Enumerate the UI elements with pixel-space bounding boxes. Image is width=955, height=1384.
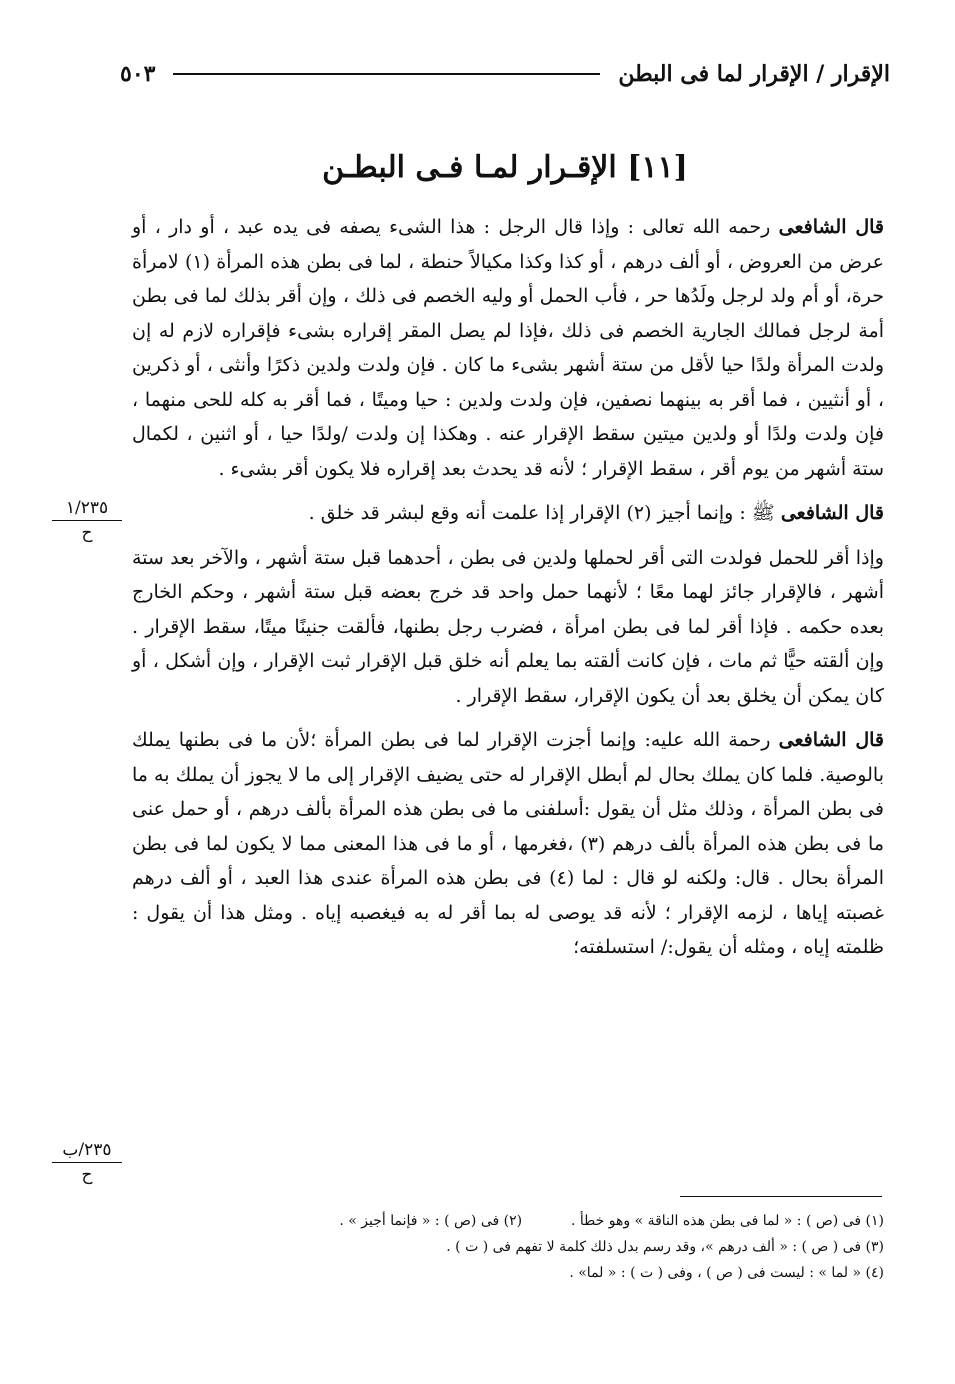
margin-note-folio-1 — [52, 498, 122, 543]
footnote-2: (٢) فى (ص ) : « فإنما أجيز » . — [339, 1213, 523, 1229]
speaker-label: قال الشافعى — [778, 216, 885, 238]
paragraph-3 — [132, 541, 884, 714]
margin-note-siglum: ح — [81, 1165, 93, 1185]
paragraph-4 — [132, 723, 884, 965]
footnote-line-2 — [132, 1234, 884, 1260]
footnote-line-1 — [132, 1208, 884, 1234]
paragraph-1 — [132, 210, 884, 486]
footnote-3: (٣) فى ( ص ) : « ألف درهم »، وقد رسم بدل ذلك كلمة لا تفهم فى ( ت ) . — [446, 1239, 884, 1255]
footnote-1: (١) فى (ص ) : « لما فى بطن هذه الناقة » وهو خطأ . — [571, 1213, 884, 1229]
footnote-4: (٤) « لما » : ليست فى ( ص ) ، وفى ( ت ) : « لما» . — [569, 1265, 884, 1281]
chapter-title: [١١] الإقـرار لمـا فـى البطـن — [322, 150, 688, 185]
header-rule — [173, 73, 600, 75]
footnote-rule — [680, 1196, 882, 1197]
body-text — [132, 210, 884, 965]
paragraph-2 — [132, 496, 884, 531]
margin-note-folio: ١/٢٣٥ — [52, 498, 122, 521]
margin-note-folio-2 — [52, 1140, 122, 1185]
speaker-label: قال الشافعى — [780, 502, 884, 524]
paragraph-text: ﷺ : وإنما أجيز (٢) الإقرار إذا علمت أنه وقع لبشر قد خلق . — [308, 502, 775, 524]
running-title: الإقرار / الإقرار لما فى البطن — [618, 61, 890, 87]
paragraph-text: رحمة الله عليه: وإنما أجزت الإقرار لما فى بطن المرأة ؛لأن ما فى بطنها يملك بالوصية. فلما كان يملك بحال لم أبطل الإقرار له حتى يضيف الإقرار إلى ما لا يجوز أن يملك به ما فى بطن المرأة ، وذلك مثل أن يقول :أسلفنى ما فى بطن هذه المرأة بألف درهم ، أو حمل عنى ما فى بطن هذه المرأة بألف درهم (٣) ،فغرمها ، أو ما فى هذا المعنى مما لا يكون لما فى بطن المرأة بحال . قال: ولكنه لو قال : لما (٤) فى بطن هذه المرأة عندى هذا العبد ، أو ألف درهم غصبته إياها ، لزمه الإقرار ؛ لأنه قد يوصى له بما أقر له به فيغصبه إياه . ومثل هذا أن يقول : ظلمته إياه ، ومثله أن يقول:/ استسلفته؛ — [132, 729, 885, 958]
paragraph-text: رحمه الله تعالى : وإذا قال الرجل : هذا الشىء يصفه فى يده عبد ، أو دار ، أو عرض من العروض ، أو ألف درهم ، أو كذا وكذا مكيالاً حنطة ، لما فى بطن هذه المرأة (١) لامرأة حرة، أو أم ولد لرجل ولَدُها حر ، فأب الحمل أو وليه الخصم فى ذلك ، وإن أقر بذلك لما فى بطن أمة لرجل فمالك الجارية الخصم فى ذلك ،فإذا لم يصل المقر إقراره بشىء فإقراره لازم له إن ولدت المرأة ولدًا حيا لأقل من ستة أشهر بشىء ما كان . فإن ولدت ولدين ذكرًا وأنثى ، أو ذكرين ، أو أنثيين ، فما أقر به بينهما نصفين، فإن ولدت ولدين : حيا وميتًا ، فما أقر به كله للحى منهما ، فإن ولدت ولدًا أو ولدين ميتين سقط الإقرار عنه . وهكذا إن ولدت /ولدًا حيا ، أو اثنين ، لكمال ستة أشهر من يوم أقر ، سقط الإقرار ؛ لأنه قد يحدث بعد إقراره فلا يكون أقر بشىء . — [132, 216, 885, 480]
footnote-line-3 — [132, 1260, 884, 1286]
margin-note-siglum: ح — [81, 523, 93, 543]
page-number: ٥٠٣ — [120, 61, 156, 87]
paragraph-text: وإذا أقر للحمل فولدت التى أقر لحملها ولدين فى بطن ، أحدهما قبل ستة أشهر ، والآخر بعد ستة أشهر ، فالإقرار جائز لهما معًا ؛ لأنهما حمل واحد قد خرج بعضه قبل ستة أشهر ، وحكم الخارج بعده حكمه . فإذا أقر لما فى بطن امرأة ، فضرب رجل بطنها، فألقت جنينًا ميتًا، سقط الإقرار . وإن ألقته حيًّا ثم مات ، فإن كانت ألقته بما يعلم أنه خلق قبل الإقرار ثبت الإقرار ، وإن أشكل ، أو كان يمكن أن يخلق بعد أن يكون الإقرار، سقط الإقرار . — [132, 546, 884, 707]
margin-note-folio: ٢٣٥/ب — [52, 1140, 122, 1163]
running-header — [120, 56, 890, 92]
speaker-label: قال الشافعى — [778, 729, 884, 751]
footnotes — [132, 1208, 884, 1286]
